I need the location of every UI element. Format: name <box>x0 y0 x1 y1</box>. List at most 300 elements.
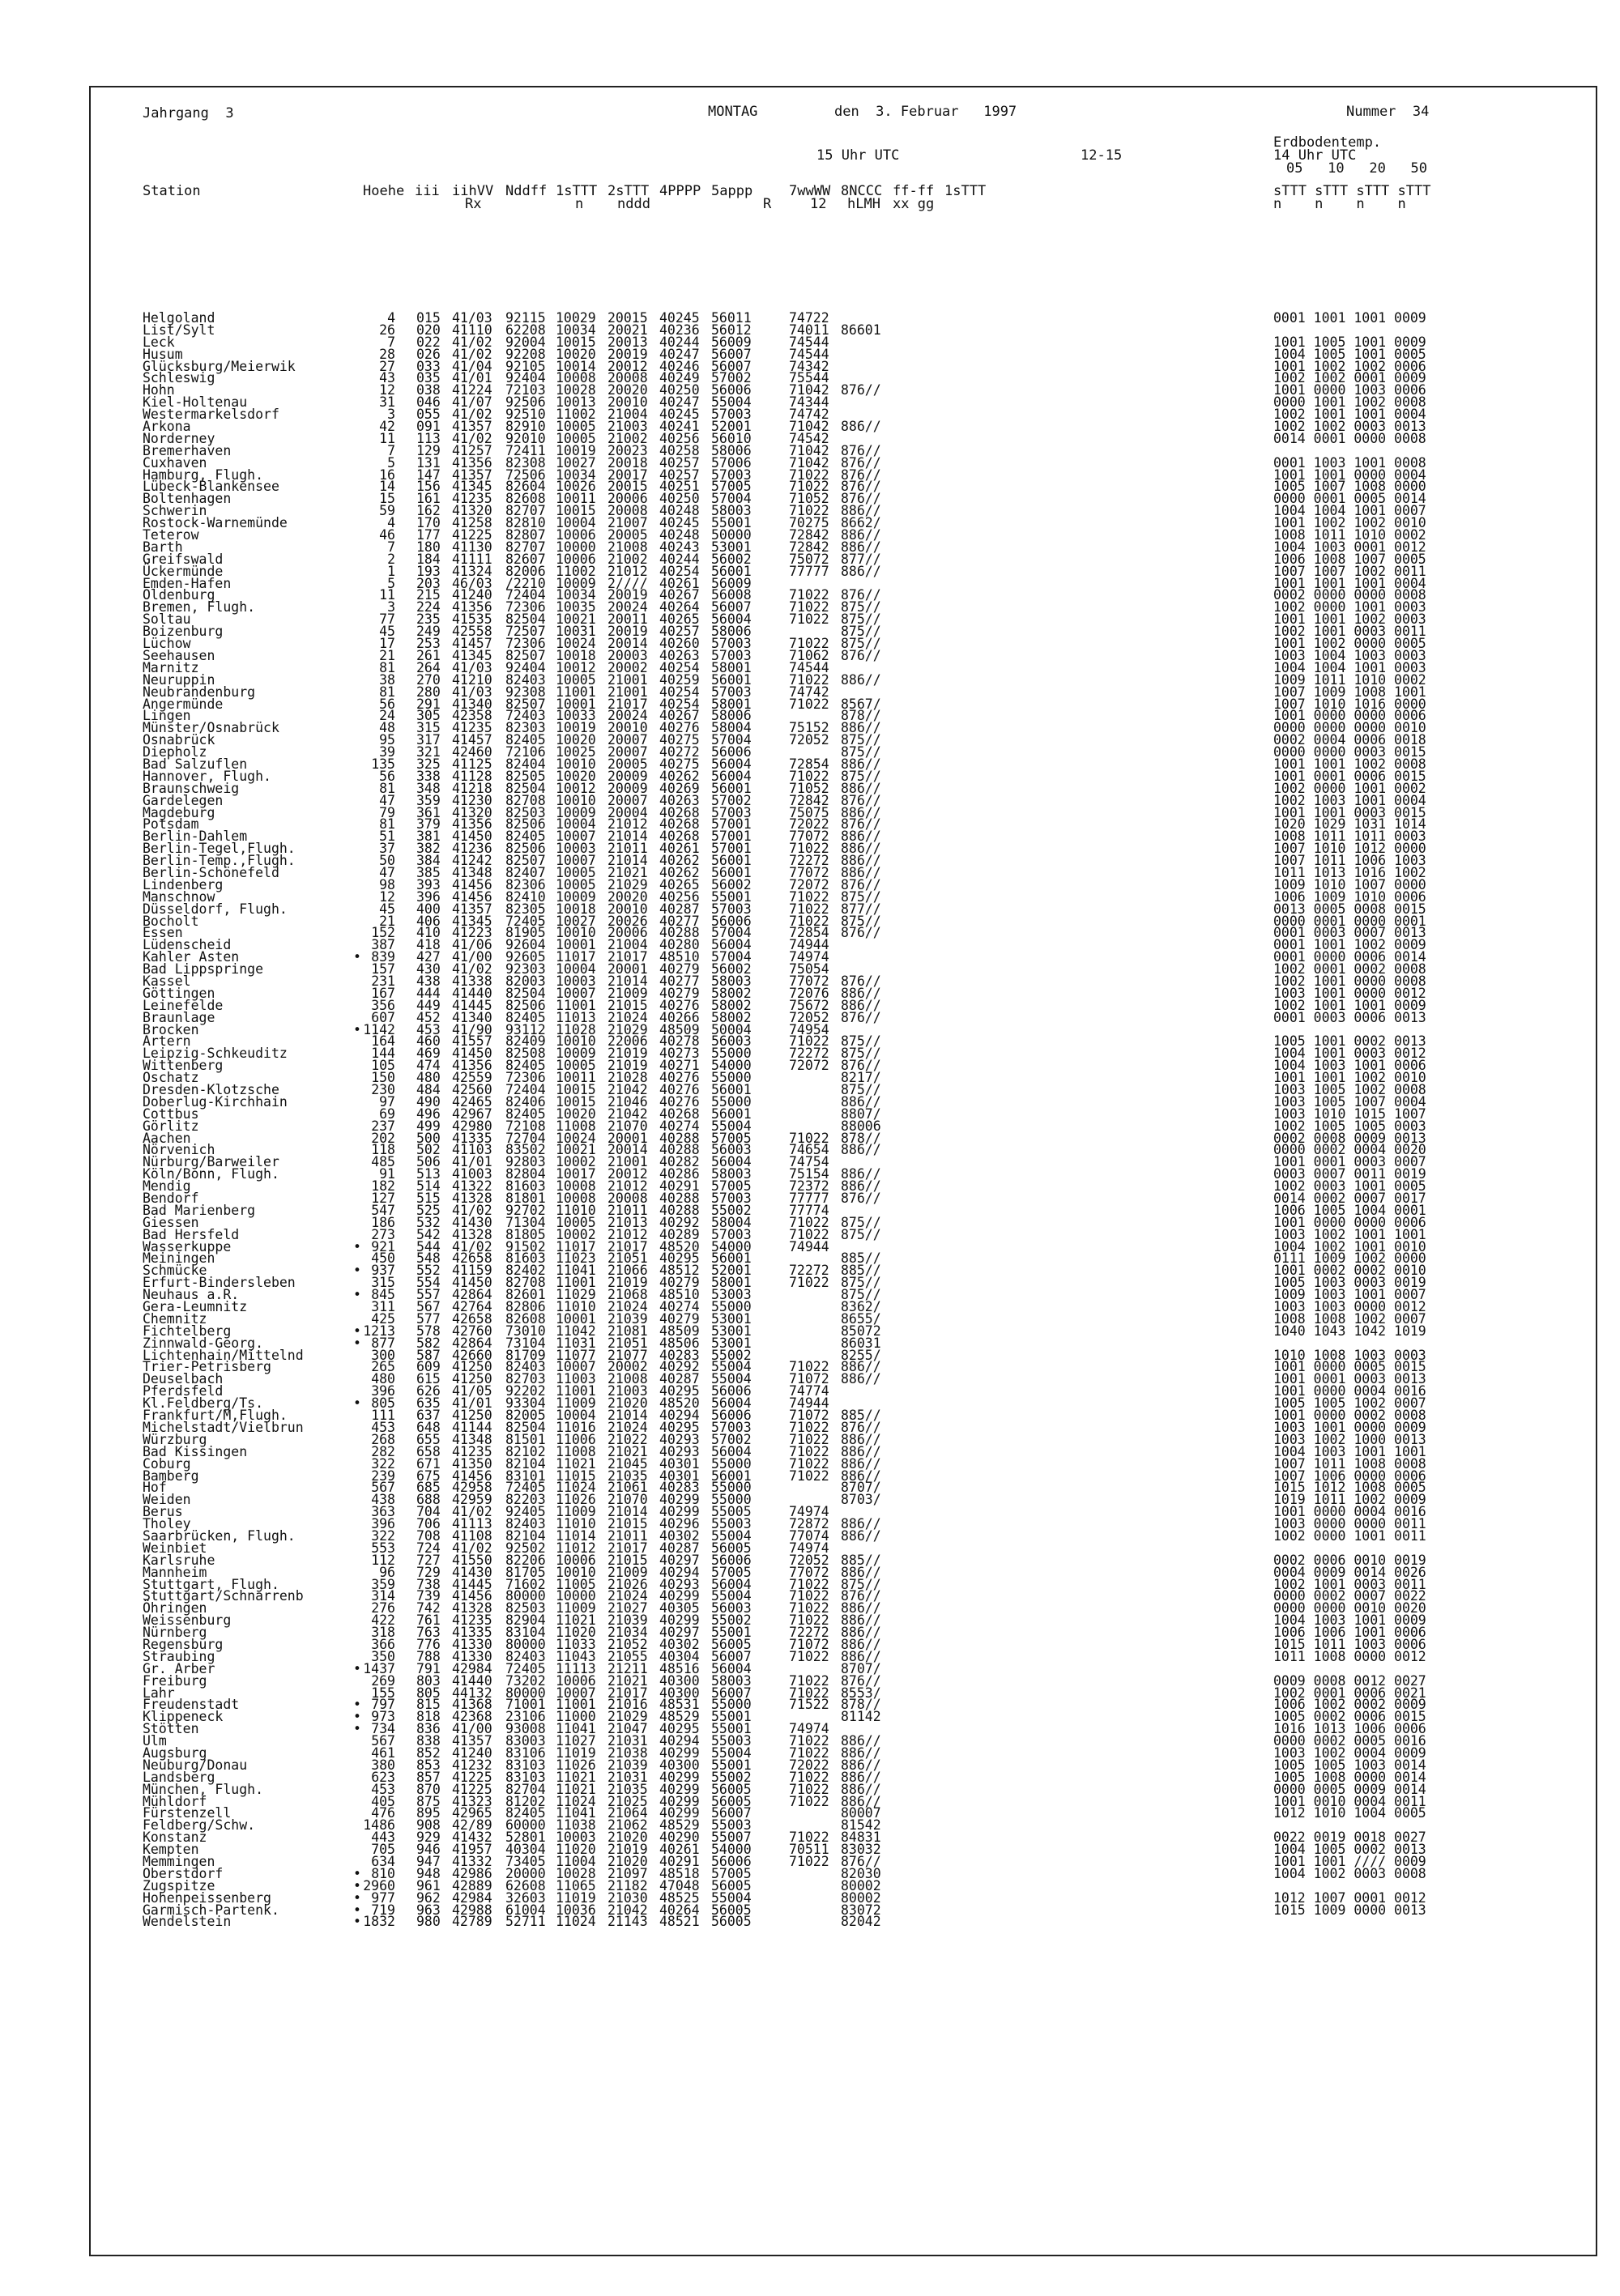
station-5appp: 56004 <box>711 768 752 784</box>
station-8nccc: 886// <box>841 756 881 772</box>
col-ffff: ff-ff <box>893 183 935 199</box>
station-hoehe: 450 <box>371 1250 395 1267</box>
station-8nccc: 886// <box>841 1527 881 1544</box>
station-nddff: 82507 <box>505 853 546 869</box>
station-hoehe: 314 <box>371 1588 395 1604</box>
station-soil-temps: 1020 1029 1031 1014 <box>1273 816 1426 833</box>
station-name: Straubing <box>143 1648 215 1664</box>
station-iihvv: 41159 <box>452 1263 492 1279</box>
station-iihvv: 41224 <box>452 382 492 398</box>
station-2sttt: 2//// <box>608 575 648 591</box>
station-iihvv: 42864 <box>452 1287 492 1303</box>
station-iihvv: 41225 <box>452 1781 492 1797</box>
station-2sttt: 21024 <box>608 1299 648 1315</box>
station-nddff: 93112 <box>505 1021 546 1037</box>
station-name: Cottbus <box>143 1105 199 1122</box>
station-2sttt: 21012 <box>608 1226 648 1242</box>
station-iihvv: 41/02 <box>452 334 492 350</box>
station-1sttt: 10007 <box>556 1359 596 1375</box>
station-nddff: 73202 <box>505 1672 546 1689</box>
bulletin-sheet <box>89 86 1597 2256</box>
station-5appp: 58002 <box>711 985 752 1001</box>
station-hoehe: 26 <box>379 322 395 338</box>
station-hoehe: 3 <box>387 599 395 616</box>
station-name: Mendig <box>143 1178 191 1195</box>
station-5appp: 58003 <box>711 503 752 519</box>
station-iihvv: 44132 <box>452 1685 492 1701</box>
station-4pppp: 40279 <box>659 985 700 1001</box>
station-1sttt: 11065 <box>556 1877 596 1893</box>
station-name: Bremerhaven <box>143 442 232 458</box>
station-4pppp: 40287 <box>659 1540 700 1556</box>
station-soil-temps: 1015 1012 1008 0005 <box>1273 1480 1426 1496</box>
station-4pppp: 40262 <box>659 853 700 869</box>
station-5appp: 56007 <box>711 358 752 374</box>
station-2sttt: 20013 <box>608 334 648 350</box>
station-4pppp: 40267 <box>659 708 700 724</box>
station-8nccc: 83072 <box>841 1902 881 1918</box>
col-nddff: Nddff <box>505 183 548 199</box>
station-iihvv: 41348 <box>452 1431 492 1447</box>
station-iii: 162 <box>416 503 441 519</box>
col-2sttt-sub: nddd <box>617 196 650 212</box>
station-soil-temps: 1005 1005 1002 0007 <box>1273 1395 1426 1412</box>
station-name: Gr. Arber <box>143 1660 215 1676</box>
station-soil-temps: 1011 1008 0000 0012 <box>1273 1648 1426 1664</box>
station-soil-temps: 1007 1009 1008 1001 <box>1273 684 1426 700</box>
station-2sttt: 21013 <box>608 1214 648 1230</box>
station-1sttt: 10008 <box>556 1191 596 1207</box>
station-iihvv: 42/89 <box>452 1817 492 1834</box>
station-1sttt: 11004 <box>556 1854 596 1869</box>
station-soil-temps: 1002 1001 0003 0011 <box>1273 624 1426 640</box>
station-soil-temps: 0001 0003 0006 0013 <box>1273 1009 1426 1025</box>
station-7wwww: 75672 <box>789 997 829 1013</box>
station-nddff: 83104 <box>505 1625 546 1641</box>
station-hoehe: 4 <box>387 515 395 531</box>
station-1sttt: 10006 <box>556 1672 596 1689</box>
station-name: Stötten <box>143 1721 199 1737</box>
station-hoehe: 1142 <box>363 1021 395 1037</box>
station-nddff: 72405 <box>505 913 546 929</box>
col-ffff-sub: xx gg <box>893 196 935 212</box>
station-nddff: 82707 <box>505 503 546 519</box>
station-7wwww: 72022 <box>789 1757 829 1773</box>
station-5appp: 57003 <box>711 684 752 700</box>
station-nddff: 83502 <box>505 1142 546 1158</box>
station-name: Würzburg <box>143 1431 207 1447</box>
station-5appp: 57005 <box>711 479 752 495</box>
station-iihvv: 41236 <box>452 841 492 857</box>
station-nddff: 80000 <box>505 1685 546 1701</box>
station-hoehe: 105 <box>371 1058 395 1074</box>
station-2sttt: 21001 <box>608 671 648 688</box>
station-4pppp: 40283 <box>659 1347 700 1363</box>
station-iihvv: 41550 <box>452 1552 492 1568</box>
station-nddff: 82303 <box>505 720 546 736</box>
station-2sttt: 20008 <box>608 1191 648 1207</box>
station-name: Lübeck-Blankensee <box>143 479 279 495</box>
station-hoehe: 623 <box>371 1769 395 1785</box>
station-iihvv: 41230 <box>452 792 492 808</box>
station-7wwww: 74974 <box>789 1504 829 1520</box>
station-4pppp: 40295 <box>659 1250 700 1267</box>
station-hoehe: 28 <box>379 346 395 362</box>
station-iii: 578 <box>416 1323 441 1339</box>
station-4pppp: 40246 <box>659 358 700 374</box>
station-nddff: 82407 <box>505 864 546 880</box>
station-name: Bad Salzuflen <box>143 756 248 772</box>
station-soil-temps: 1005 0002 0006 0015 <box>1273 1709 1426 1725</box>
station-name: Bamberg <box>143 1467 199 1484</box>
station-4pppp: 40275 <box>659 756 700 772</box>
station-soil-temps: 0000 0002 0007 0022 <box>1273 1588 1426 1604</box>
station-5appp: 55002 <box>711 1769 752 1785</box>
station-name: Tholey <box>143 1516 191 1532</box>
station-name: Berlin-Temp.,Flugh. <box>143 853 296 869</box>
station-nddff: 40304 <box>505 1842 546 1858</box>
station-1sttt: 11001 <box>556 997 596 1013</box>
station-iihvv: 41/02 <box>452 407 492 423</box>
station-4pppp: 40295 <box>659 1721 700 1737</box>
station-nddff: 20000 <box>505 1865 546 1881</box>
station-iii: 410 <box>416 925 441 941</box>
station-2sttt: 21038 <box>608 1744 648 1761</box>
station-1sttt: 10020 <box>556 768 596 784</box>
station-hoehe: 144 <box>371 1046 395 1062</box>
station-hoehe: 356 <box>371 997 395 1013</box>
station-8nccc: 878// <box>841 1130 881 1146</box>
station-5appp: 56006 <box>711 1383 752 1399</box>
station-iihvv: 41110 <box>452 322 492 338</box>
station-2sttt: 21211 <box>608 1660 648 1676</box>
station-nddff: 82607 <box>505 551 546 567</box>
station-soil-temps: 1002 0001 0002 0008 <box>1273 961 1426 978</box>
station-name: Husum <box>143 346 183 362</box>
station-5appp: 56003 <box>711 1142 752 1158</box>
station-iihvv: 41/02 <box>452 346 492 362</box>
station-iii: 763 <box>416 1625 441 1641</box>
station-iii: 853 <box>416 1757 441 1773</box>
station-hoehe: 118 <box>371 1142 395 1158</box>
station-name: Magdeburg <box>143 804 215 820</box>
station-1sttt: 10027 <box>556 913 596 929</box>
station-iii: 235 <box>416 611 441 628</box>
station-1sttt: 11031 <box>556 1335 596 1351</box>
station-soil-temps: 0001 1001 1001 0009 <box>1273 310 1426 326</box>
station-name: Braunschweig <box>143 780 240 796</box>
station-8nccc: 886// <box>841 1093 881 1110</box>
station-8nccc: 876// <box>841 1588 881 1604</box>
station-name: Düsseldorf, Flugh. <box>143 901 288 917</box>
station-iihvv: 41345 <box>452 913 492 929</box>
station-5appp: 56004 <box>711 756 752 772</box>
station-nddff: 82810 <box>505 515 546 531</box>
station-2sttt: 21026 <box>608 1576 648 1592</box>
station-iihvv: 41250 <box>452 1359 492 1375</box>
station-1sttt: 11001 <box>556 1383 596 1399</box>
station-hoehe: 45 <box>379 901 395 917</box>
station-7wwww: 71042 <box>789 419 829 435</box>
station-nddff: 82410 <box>505 888 546 905</box>
station-hoehe: 7 <box>387 334 395 350</box>
station-hoehe: 3 <box>387 407 395 423</box>
station-hoehe: 96 <box>379 1564 395 1580</box>
station-iihvv: 41235 <box>452 491 492 507</box>
station-iii: 400 <box>416 901 441 917</box>
station-name: Bremen, Flugh. <box>143 599 256 616</box>
station-5appp: 55004 <box>711 1588 752 1604</box>
station-nddff: 82403 <box>505 671 546 688</box>
station-hoehe: 977 <box>371 1889 395 1906</box>
station-nddff: 81805 <box>505 1226 546 1242</box>
station-8nccc: 876// <box>841 973 881 989</box>
station-name: Meiningen <box>143 1250 215 1267</box>
col-7wwww-sub: 12 <box>810 196 827 212</box>
station-8nccc: 876// <box>841 382 881 398</box>
station-2sttt: 21017 <box>608 1540 648 1556</box>
station-7wwww: 71052 <box>789 491 829 507</box>
station-5appp: 54000 <box>711 1842 752 1858</box>
station-iihvv: 41240 <box>452 1744 492 1761</box>
station-4pppp: 40299 <box>659 1781 700 1797</box>
station-iii: 264 <box>416 659 441 675</box>
station-4pppp: 40276 <box>659 1093 700 1110</box>
station-iii: 113 <box>416 430 441 446</box>
station-iii: 552 <box>416 1263 441 1279</box>
station-iihvv: 41/02 <box>452 1202 492 1218</box>
station-iihvv: 41235 <box>452 1443 492 1459</box>
station-hoehe: 48 <box>379 720 395 736</box>
station-nddff: 72404 <box>505 587 546 603</box>
station-hoehe: 453 <box>371 1419 395 1435</box>
station-iihvv: 46/03 <box>452 575 492 591</box>
station-hoehe: 839 <box>371 949 395 965</box>
station-hoehe: 11 <box>379 587 395 603</box>
station-nddff: 23106 <box>505 1709 546 1725</box>
station-5appp: 56001 <box>711 1250 752 1267</box>
station-soil-temps: 1006 1002 0002 0009 <box>1273 1697 1426 1713</box>
station-iihvv: 42984 <box>452 1660 492 1676</box>
station-4pppp: 40301 <box>659 1455 700 1472</box>
station-hoehe: 396 <box>371 1383 395 1399</box>
station-iihvv: 41450 <box>452 1046 492 1062</box>
station-iihvv: 42368 <box>452 1709 492 1725</box>
station-iii: 729 <box>416 1564 441 1580</box>
station-1sttt: 10002 <box>556 1226 596 1242</box>
station-4pppp: 40263 <box>659 647 700 663</box>
station-nddff: 80000 <box>505 1636 546 1652</box>
station-hoehe: 50 <box>379 853 395 869</box>
station-5appp: 58003 <box>711 1672 752 1689</box>
station-4pppp: 48531 <box>659 1697 700 1713</box>
station-iii: 496 <box>416 1105 441 1122</box>
station-4pppp: 40258 <box>659 442 700 458</box>
station-7wwww: 71052 <box>789 780 829 796</box>
station-2sttt: 20004 <box>608 804 648 820</box>
station-name: Köln/Bonn, Flugh. <box>143 1166 279 1182</box>
station-hoehe: 1437 <box>363 1660 395 1676</box>
station-iii: 038 <box>416 382 441 398</box>
station-5appp: 58001 <box>711 696 752 712</box>
station-5appp: 53003 <box>711 1287 752 1303</box>
station-hoehe: 461 <box>371 1744 395 1761</box>
station-8nccc: 886// <box>841 720 881 736</box>
station-nddff: 92004 <box>505 334 546 350</box>
station-4pppp: 40299 <box>659 1793 700 1809</box>
station-8nccc: 80002 <box>841 1877 881 1893</box>
station-1sttt: 10012 <box>556 780 596 796</box>
station-name: Leipzig-Schkeuditz <box>143 1046 288 1062</box>
station-2sttt: 21009 <box>608 1564 648 1580</box>
station-iii: 156 <box>416 479 441 495</box>
station-4pppp: 40248 <box>659 503 700 519</box>
station-iii: 609 <box>416 1359 441 1375</box>
station-iihvv: 41225 <box>452 1769 492 1785</box>
station-iii: 393 <box>416 876 441 892</box>
station-hoehe: 231 <box>371 973 395 989</box>
station-iii: 542 <box>416 1226 441 1242</box>
station-5appp: 55004 <box>711 1359 752 1375</box>
station-1sttt: 11003 <box>556 1371 596 1387</box>
station-soil-temps: 1001 0000 1003 0006 <box>1273 382 1426 398</box>
station-5appp: 55001 <box>711 1757 752 1773</box>
station-iihvv: 42965 <box>452 1805 492 1821</box>
station-iihvv: 41003 <box>452 1166 492 1182</box>
station-5appp: 52001 <box>711 419 752 435</box>
station-4pppp: 40269 <box>659 780 700 796</box>
station-2sttt: 21055 <box>608 1648 648 1664</box>
station-4pppp: 48525 <box>659 1889 700 1906</box>
station-hoehe: 845 <box>371 1287 395 1303</box>
station-2sttt: 20024 <box>608 599 648 616</box>
station-name: Oberstdorf <box>143 1865 224 1881</box>
station-soil-temps: 0014 0002 0007 0017 <box>1273 1191 1426 1207</box>
station-iii: 557 <box>416 1287 441 1303</box>
station-4pppp: 40295 <box>659 1383 700 1399</box>
station-7wwww: 74742 <box>789 407 829 423</box>
station-5appp: 57003 <box>711 901 752 917</box>
station-iii: 382 <box>416 841 441 857</box>
station-iihvv: 41223 <box>452 925 492 941</box>
station-iii: 385 <box>416 864 441 880</box>
station-4pppp: 40257 <box>659 454 700 471</box>
station-iii: 688 <box>416 1492 441 1508</box>
station-1sttt: 11020 <box>556 1842 596 1858</box>
station-4pppp: 40295 <box>659 1419 700 1435</box>
station-8nccc: 8255/ <box>841 1347 881 1363</box>
station-5appp: 56004 <box>711 1576 752 1592</box>
col-1sttt-sub: n <box>575 196 584 212</box>
station-2sttt: 20011 <box>608 611 648 628</box>
station-soil-temps: 1003 1010 1015 1007 <box>1273 1105 1426 1122</box>
station-nddff: 81603 <box>505 1178 546 1195</box>
station-nddff: 92506 <box>505 394 546 411</box>
station-iii: 033 <box>416 358 441 374</box>
station-7wwww: 74774 <box>789 1383 829 1399</box>
station-nddff: 81801 <box>505 1191 546 1207</box>
station-1sttt: 11041 <box>556 1805 596 1821</box>
station-name: Wittenberg <box>143 1058 224 1074</box>
station-4pppp: 40277 <box>659 913 700 929</box>
station-8nccc: 876// <box>841 1009 881 1025</box>
station-5appp: 56005 <box>711 1877 752 1893</box>
station-hoehe: 363 <box>371 1504 395 1520</box>
station-name: Artern <box>143 1033 191 1050</box>
station-nddff: 82104 <box>505 1455 546 1472</box>
station-name: Kassel <box>143 973 191 989</box>
station-5appp: 56001 <box>711 864 752 880</box>
station-soil-temps: 1016 1013 1006 0006 <box>1273 1721 1426 1737</box>
station-8nccc: 88006 <box>841 1118 881 1134</box>
station-4pppp: 48510 <box>659 949 700 965</box>
station-soil-temps: 1002 1001 0000 0008 <box>1273 973 1426 989</box>
station-iii: 453 <box>416 1021 441 1037</box>
station-iii: 513 <box>416 1166 441 1182</box>
station-name: Michelstadt/Vielbrun <box>143 1419 304 1435</box>
station-nddff: 82503 <box>505 804 546 820</box>
station-hoehe: 79 <box>379 804 395 820</box>
station-5appp: 54000 <box>711 1058 752 1074</box>
station-hoehe: 4 <box>387 310 395 326</box>
station-soil-temps: 1006 1008 1007 0005 <box>1273 551 1426 567</box>
station-8nccc: 81142 <box>841 1709 881 1725</box>
station-7wwww: 71022 <box>789 1781 829 1797</box>
station-1sttt: 11024 <box>556 1480 596 1496</box>
station-8nccc: 886// <box>841 997 881 1013</box>
station-name: Deuselbach <box>143 1371 224 1387</box>
station-iii: 193 <box>416 563 441 579</box>
station-nddff: 82608 <box>505 491 546 507</box>
station-hoehe: 14 <box>379 479 395 495</box>
station-iii: 658 <box>416 1443 441 1459</box>
col-7wwww: 7wwWW <box>789 183 831 199</box>
station-4pppp: 40288 <box>659 1130 700 1146</box>
station-iihvv: 42559 <box>452 1070 492 1086</box>
station-soil-temps: 1007 1006 0000 0006 <box>1273 1467 1426 1484</box>
station-iihvv: 41328 <box>452 1600 492 1617</box>
station-nddff: 83103 <box>505 1769 546 1785</box>
mountain-station-marker: • <box>353 1877 361 1893</box>
station-soil-temps: 1001 1002 0000 0005 <box>1273 636 1426 652</box>
station-nddff: 82604 <box>505 479 546 495</box>
station-nddff: 92202 <box>505 1383 546 1399</box>
station-5appp: 56001 <box>711 1105 752 1122</box>
station-4pppp: 40294 <box>659 1408 700 1424</box>
station-name: Berlin-Dahlem <box>143 829 248 845</box>
station-7wwww: 71022 <box>789 1033 829 1050</box>
station-8nccc: 85072 <box>841 1323 881 1339</box>
station-iihvv: 41257 <box>452 442 492 458</box>
station-soil-temps: 1002 1001 1001 0004 <box>1273 407 1426 423</box>
station-5appp: 57005 <box>711 1865 752 1881</box>
station-7wwww: 71022 <box>789 901 829 917</box>
station-iii: 161 <box>416 491 441 507</box>
station-soil-temps: 0013 0005 0008 0015 <box>1273 901 1426 917</box>
station-7wwww: 71022 <box>789 611 829 628</box>
station-nddff: 72404 <box>505 1082 546 1097</box>
station-soil-temps: 1005 1001 0002 0013 <box>1273 1033 1426 1050</box>
station-2sttt: 21015 <box>608 1516 648 1532</box>
station-4pppp: 40300 <box>659 1757 700 1773</box>
station-2sttt: 21042 <box>608 1082 648 1097</box>
station-4pppp: 40288 <box>659 1191 700 1207</box>
station-soil-temps: 1005 1007 1008 0000 <box>1273 479 1426 495</box>
station-1sttt: 11014 <box>556 1527 596 1544</box>
station-name: Bad Marienberg <box>143 1202 256 1218</box>
station-hoehe: 877 <box>371 1335 395 1351</box>
station-nddff: 71304 <box>505 1214 546 1230</box>
